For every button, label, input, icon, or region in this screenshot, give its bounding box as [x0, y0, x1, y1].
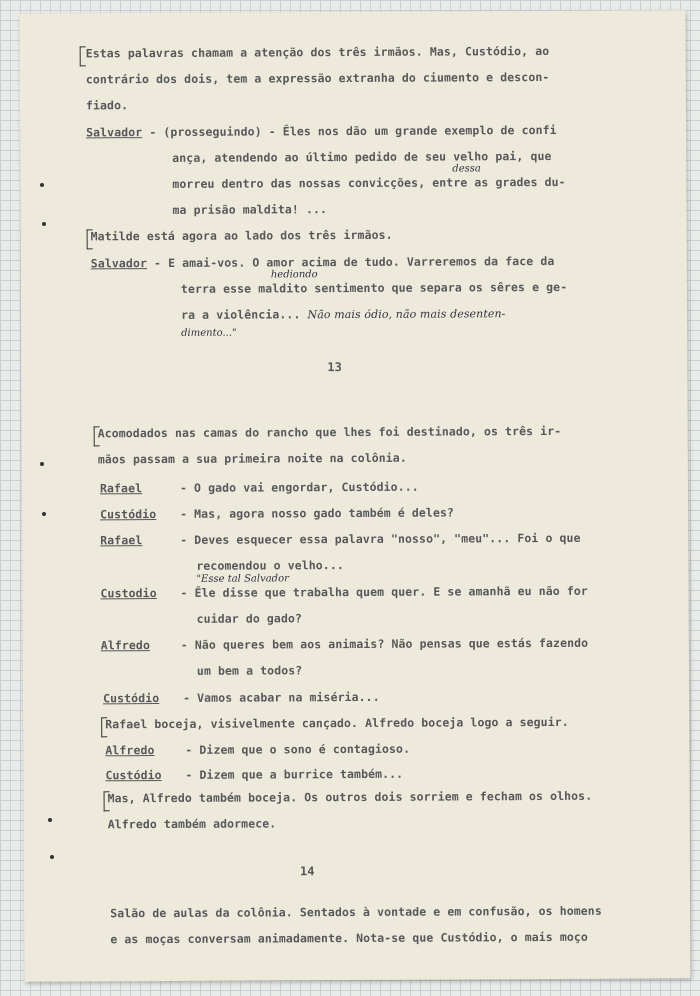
- text-line: Acomodados nas camas do rancho que lhes foi destinado, os três ir-: [97, 423, 562, 441]
- text-line: Mas, Alfredo também boceja. Os outros dois sorriem e fecham os olhos.: [107, 788, 593, 806]
- dialogue-line: Custódio - Dizem que a burrice também...: [105, 766, 404, 783]
- typed-page: [19, 10, 690, 981]
- text-line: ma prisão maldita! ...: [172, 202, 328, 217]
- text-line: morreu dentro das nossas convicções, entre as grades du-: [172, 174, 566, 191]
- speaker-name: Rafael: [99, 481, 143, 496]
- dialogue-line: Custódio - Mas, agora nosso gado também é deles?: [100, 505, 455, 522]
- text-line: fiado.: [85, 98, 129, 113]
- text-line: Salão de aulas da colônia. Sentados à vontade e em confusão, os homens: [110, 903, 602, 921]
- handwritten-note: dessa: [452, 163, 481, 175]
- dialogue-line: Alfredo - Não queres bem aos animais? Não pensas que estás fazendo: [100, 635, 589, 653]
- handwritten-note: dimento...": [181, 327, 237, 339]
- text-line: recomendou o velho...: [196, 558, 344, 573]
- text-line: e as moças conversam animadamente. Nota-se que Custódio, o mais moço: [110, 929, 588, 947]
- punch-hole: [48, 818, 52, 822]
- text-line: um bem a todos?: [196, 663, 303, 678]
- speaker-name: Custódio: [105, 768, 162, 783]
- text-line: Estas palavras chamam a atenção dos três irmãos. Mas, Custódio, ao: [85, 43, 550, 61]
- speaker-name: Custódio: [100, 507, 157, 522]
- speaker-name: Rafael: [100, 533, 143, 548]
- dialogue-line: Rafael - O gado vai engordar, Custódio...: [99, 479, 419, 496]
- section-number: 13: [327, 360, 342, 375]
- dialogue-line: Rafael - Deves esquecer essa palavra "nosso", "meu"... Foi o que: [100, 530, 581, 548]
- text-line: Rafael boceja, visivelmente cançado. Alfredo boceja logo a seguir.: [105, 714, 569, 732]
- dialogue-line: Custodio - Êle disse que trabalha quem quer. E se amanhã eu não for: [100, 583, 588, 601]
- handwritten-note: "Esse tal Salvador: [196, 573, 289, 585]
- speaker-name: Custodio: [100, 586, 157, 601]
- dialogue-line: Salvador - (prosseguindo) - Êles nos dão um grande exemplo de confi: [86, 122, 557, 140]
- punch-hole: [42, 512, 46, 516]
- dialogue-line: Custódio - Vamos acabar na miséria...: [103, 689, 380, 706]
- text-line: cuidar do gado?: [196, 611, 303, 626]
- text-line: Alfredo também adormece.: [107, 816, 277, 832]
- text-line: contrário dos dois, tem a expressão extranha do ciumento e descon-: [85, 69, 550, 87]
- text-line: Matilde está agora ao lado dos três irmãos.: [90, 227, 393, 244]
- dialogue-line: Salvador - E amai-vos. O amor acima de tudo. Varreremos da face da: [90, 253, 555, 271]
- speaker-name: Salvador: [90, 256, 148, 271]
- text-line: ra a violência... Não mais ódio, não mais desenten-: [181, 307, 506, 322]
- punch-hole: [40, 462, 44, 466]
- handwritten-note: hediondo: [270, 269, 318, 281]
- speaker-name: Salvador: [86, 125, 143, 140]
- handwritten-note: Não mais ódio, não mais desenten-: [307, 307, 506, 322]
- speaker-name: Custódio: [103, 691, 160, 706]
- text-line: ança, atendendo ao último pedido de seu velho pai, que: [172, 148, 552, 165]
- punch-hole: [42, 222, 46, 226]
- speaker-name: Alfredo: [100, 638, 150, 653]
- text-line: mãos passam a sua primeira noite na colônia.: [97, 450, 407, 467]
- speaker-name: Alfredo: [105, 743, 155, 758]
- dialogue-line: Alfredo - Dizem que o sono é contagioso.: [105, 741, 411, 758]
- text-line: terra esse maldito sentimento que separa os sêres e ge-: [180, 279, 568, 296]
- punch-hole: [50, 855, 54, 859]
- section-number: 14: [299, 864, 315, 879]
- punch-hole: [40, 183, 44, 187]
